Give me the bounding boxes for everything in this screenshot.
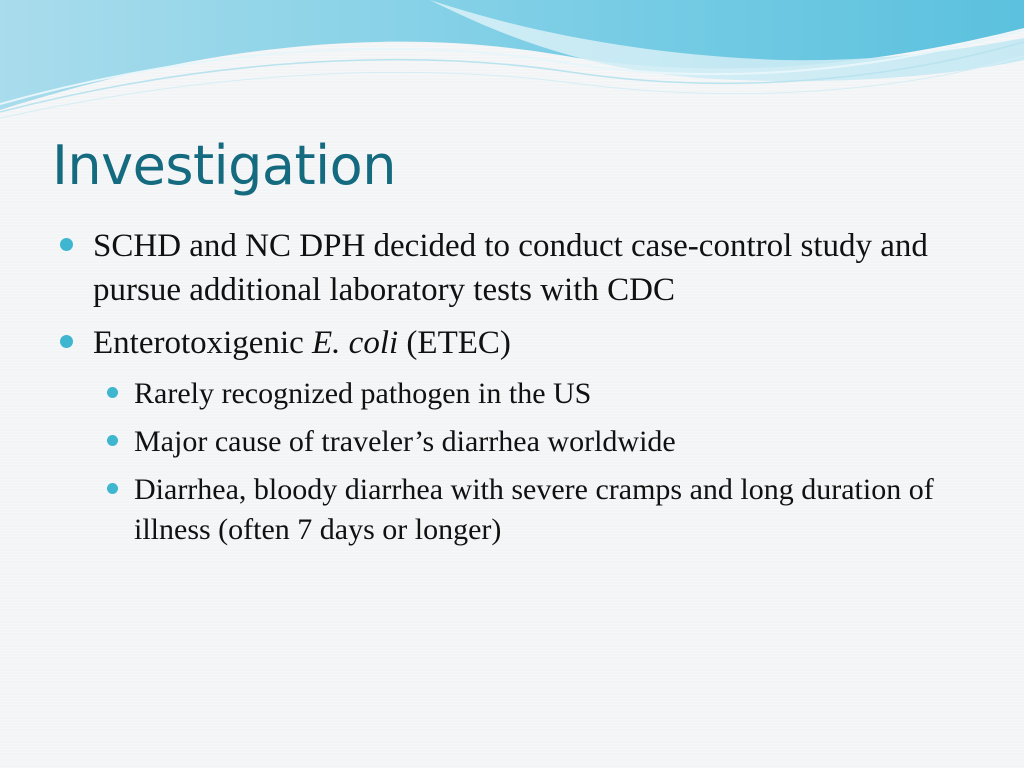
subbullet-dot-icon	[107, 387, 118, 398]
subbullet-item	[106, 470, 980, 550]
subbullet-text: Diarrhea, bloody diarrhea with severe cramps and long duration of illness (often 7 days or longer)	[134, 473, 934, 546]
header-wave-decoration	[0, 0, 1024, 120]
subbullet-text: Major cause of traveler’s diarrhea worldwide	[134, 425, 676, 458]
bullet-dot-icon	[60, 335, 73, 348]
bullet-text-after: (ETEC)	[398, 325, 511, 361]
subbullet-item	[106, 422, 980, 462]
subbullet-dot-icon	[107, 435, 118, 446]
subbullet-dot-icon	[107, 483, 118, 494]
subbullet-item	[106, 374, 980, 414]
bullet-text-before: Enterotoxigenic	[93, 325, 313, 361]
bullet-list	[60, 224, 980, 558]
bullet-item-study	[60, 224, 980, 312]
subbullet-text: Rarely recognized pathogen in the US	[134, 377, 592, 410]
slide-title: Investigation	[52, 134, 396, 197]
bullet-text: SCHD and NC DPH decided to conduct case-control study and pursue additional laboratory tests with CDC	[93, 228, 928, 308]
bullet-item-etec	[60, 321, 980, 365]
bullet-text-italic: E. coli	[312, 325, 399, 361]
bullet-dot-icon	[60, 238, 73, 251]
